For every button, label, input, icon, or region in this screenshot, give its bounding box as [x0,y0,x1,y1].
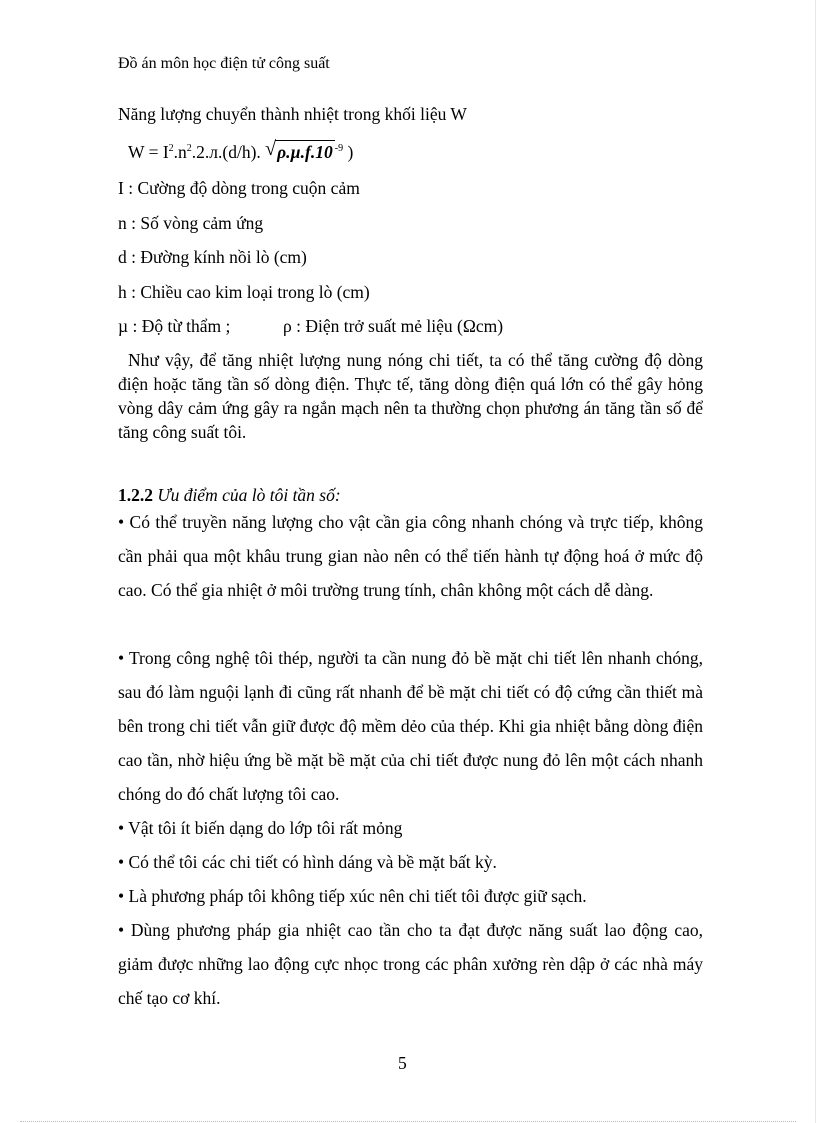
formula-exponent-n: 2 [186,143,192,154]
definition-mu: µ : Độ từ thẩm ; [118,316,231,336]
bullet-item: • Dùng phương pháp gia nhiệt cao tần cho ta đạt được năng suất lao động cao, giảm được những lao động cực nhọc trong các phân xưởng rèn dập ở các nhà máy chế tạo cơ khí. [118,920,703,1008]
section-title: Ưu điểm của lò tôi tần số: [157,485,341,505]
bullet-item: • Trong công nghệ tôi thép, người ta cần nung đỏ bề mặt chi tiết lên nhanh chóng, sau đó làm nguội lạnh đi cũng rất nhanh để bề mặt chi tiết có độ cứng cần thiết mà bên trong chi tiết vẫn giữ được độ mềm dẻo của thép. Khi gia nhiệt bằng dòng điện cao tần, nhờ hiệu ứng bề mặt bề mặt của chi tiết được nung đỏ lên một cách nhanh chóng do đó chất lượng tôi cao. [118,648,703,804]
section-number: 1.2.2 [118,485,153,505]
page-number: 5 [398,1053,407,1073]
energy-formula [128,140,353,163]
formula-geometry: .2.л.(d/h). [191,142,261,162]
formula-suffix: ) [343,142,354,162]
formula-exponent-9: -9 [334,143,344,154]
definition-i: I : Cường độ dòng trong cuộn cảm [118,178,360,198]
formula-exponent-i: 2 [168,143,174,154]
page-header: Đồ án môn học điện tử công suất [118,55,330,72]
page-bottom-border [20,1121,796,1122]
definition-d: d : Đường kính nồi lò (cm) [118,247,307,267]
energy-intro: Năng lượng chuyển thành nhiệt trong khối liệu W [118,104,467,124]
paragraph-frequency: Như vậy, để tăng nhiệt lượng nung nóng chi tiết, ta có thể tăng cường độ dòng điện hoặc tăng tần số dòng điện. Thực tế, tăng dòng điện quá lớn có thể gây hỏng vòng dây cảm ứng gây ra ngắn mạch nên ta thường chọn phương án tăng tần số để tăng công suất tôi. [118,350,703,442]
formula-n: .n [173,142,187,162]
bullet-item: • Là phương pháp tôi không tiếp xúc nên chi tiết tôi được giữ sạch. [118,886,587,906]
definition-n: n : Số vòng cảm ứng [118,213,264,233]
section-heading [118,484,341,506]
bullet-item: • Có thể truyền năng lượng cho vật cần gia công nhanh chóng và trực tiếp, không cần phải qua một khâu trung gian nào nên có thể tiến hành tự động hoá ở mức độ cao. Có thể gia nhiệt ở môi trường trung tính, chân không một cách dễ dàng. [118,512,703,600]
bullet-item: • Vật tôi ít biến dạng do lớp tôi rất mỏng [118,818,403,838]
formula-radicand: ρ.µ.f.10 [277,142,333,162]
formula-prefix: W = I [128,142,169,162]
definition-h: h : Chiều cao kim loại trong lò (cm) [118,282,370,302]
square-root: √ ρ.µ.f.10 [265,138,333,162]
bullet-item: • Có thể tôi các chi tiết có hình dáng và bề mặt bất kỳ. [118,852,497,872]
definition-rho: ρ : Điện trở suất mẻ liệu (Ωcm) [283,316,504,336]
